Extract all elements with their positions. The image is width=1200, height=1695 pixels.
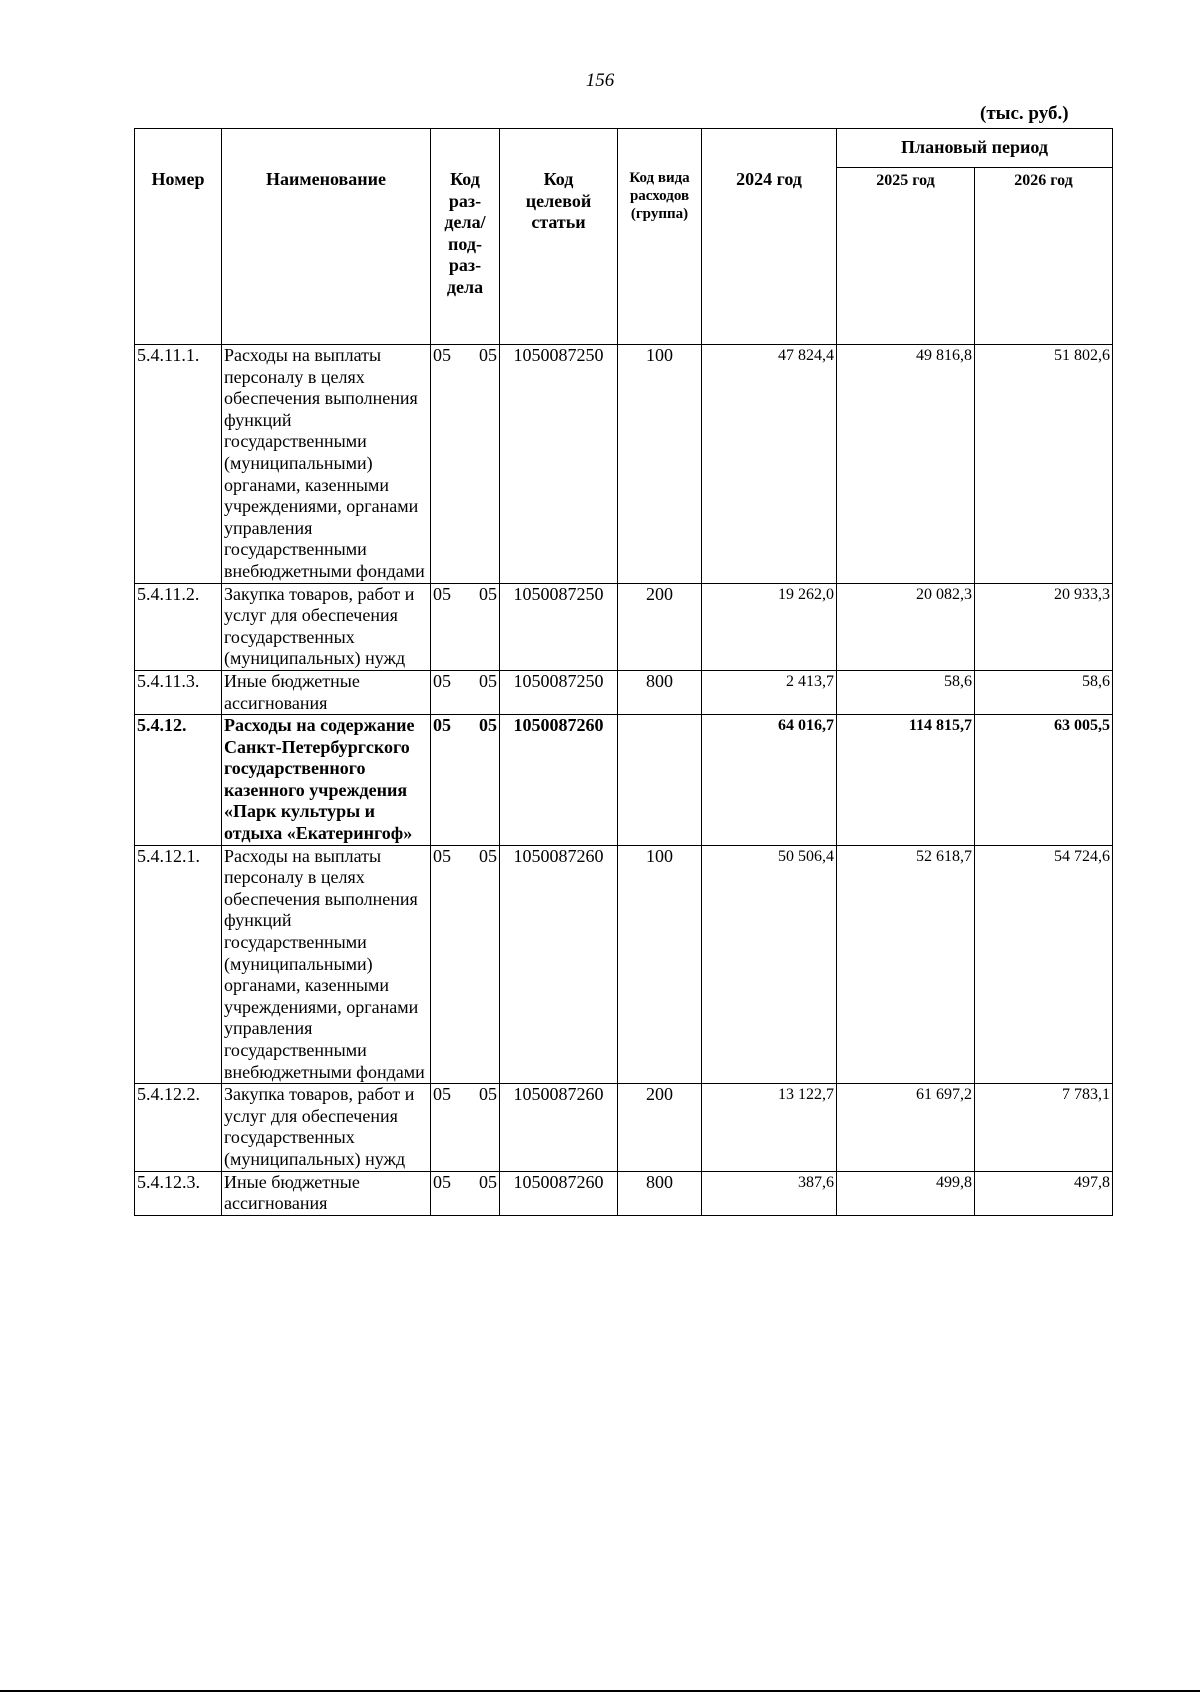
row-group	[618, 715, 702, 846]
row-amount-2026: 20 933,3	[975, 583, 1113, 670]
row-amount-2025: 114 815,7	[837, 715, 975, 846]
row-section	[431, 583, 500, 670]
row-amount-2025: 61 697,2	[837, 1084, 975, 1171]
row-section	[431, 1084, 500, 1171]
header-expense-type: Код вида расходов (группа)	[618, 129, 702, 345]
row-amount-2026: 497,8	[975, 1171, 1113, 1215]
row-section-code: 05	[433, 845, 451, 866]
row-section-code: 05	[433, 345, 451, 365]
row-amount-2024: 47 824,4	[702, 345, 837, 584]
row-number: 5.4.12.1.	[135, 845, 222, 1084]
table-row	[135, 345, 1113, 584]
row-amount-2024: 2 413,7	[702, 670, 837, 714]
page-bottom-rule	[0, 1690, 1200, 1692]
row-section	[431, 670, 500, 714]
row-section-code: 05	[433, 1171, 451, 1192]
row-number: 5.4.11.1.	[135, 345, 222, 584]
row-amount-2026: 63 005,5	[975, 715, 1113, 846]
row-subsection-code: 05	[479, 715, 497, 736]
row-amount-2024: 13 122,7	[702, 1084, 837, 1171]
header-row	[135, 129, 1113, 168]
table-row	[135, 845, 1113, 1084]
row-target: 1050087250	[500, 345, 618, 584]
row-section-code: 05	[433, 583, 451, 604]
header-year-2024: 2024 год	[702, 129, 837, 345]
row-name: Расходы на выплаты персоналу в целях обеспечения выполнения функций государственными (муниципальными) органами, казенными учреждениями, органами управления государственными внебюджетными фондами	[222, 345, 431, 584]
row-number: 5.4.12.2.	[135, 1084, 222, 1171]
header-section	[431, 129, 500, 345]
row-section-code: 05	[433, 1084, 451, 1105]
row-section	[431, 1171, 500, 1215]
units-label: (тыс. руб.)	[980, 103, 1069, 124]
row-name: Иные бюджетные ассигнования	[222, 1171, 431, 1215]
row-target: 1050087250	[500, 583, 618, 670]
header-section-text: Код раз-дела/ под-раз-дела	[444, 169, 486, 297]
header-target	[500, 129, 618, 345]
row-number: 5.4.11.3.	[135, 670, 222, 714]
row-target: 1050087260	[500, 1084, 618, 1171]
page-number: 156	[585, 70, 615, 91]
row-target: 1050087260	[500, 715, 618, 846]
table-row	[135, 583, 1113, 670]
row-amount-2024: 19 262,0	[702, 583, 837, 670]
row-amount-2024: 50 506,4	[702, 845, 837, 1084]
budget-table	[134, 128, 1113, 1216]
row-amount-2026: 51 802,6	[975, 345, 1113, 584]
row-amount-2025: 499,8	[837, 1171, 975, 1215]
row-name: Закупка товаров, работ и услуг для обеспечения государственных (муниципальных) нужд	[222, 583, 431, 670]
header-year-2026: 2026 год	[975, 168, 1113, 345]
table-row	[135, 1084, 1113, 1171]
row-number: 5.4.12.	[135, 715, 222, 846]
row-group: 100	[618, 345, 702, 584]
row-group: 800	[618, 1171, 702, 1215]
row-amount-2025: 58,6	[837, 670, 975, 714]
row-number: 5.4.12.3.	[135, 1171, 222, 1215]
row-group: 800	[618, 670, 702, 714]
row-name: Расходы на выплаты персоналу в целях обеспечения выполнения функций государственными (муниципальными) органами, казенными учреждениями, органами управления государственными внебюджетными фондами	[222, 845, 431, 1084]
header-number: Номер	[135, 129, 222, 345]
row-name: Иные бюджетные ассигнования	[222, 670, 431, 714]
row-target: 1050087260	[500, 845, 618, 1084]
table-row	[135, 670, 1113, 714]
row-amount-2026: 54 724,6	[975, 845, 1113, 1084]
row-amount-2026: 58,6	[975, 670, 1113, 714]
row-amount-2024: 387,6	[702, 1171, 837, 1215]
row-subsection-code: 05	[479, 345, 497, 365]
table-row	[135, 1171, 1113, 1215]
table-row-section-total	[135, 715, 1113, 846]
row-section	[431, 715, 500, 846]
row-amount-2024: 64 016,7	[702, 715, 837, 846]
row-subsection-code: 05	[479, 1084, 497, 1105]
row-group: 200	[618, 1084, 702, 1171]
header-year-2025: 2025 год	[837, 168, 975, 345]
header-planned-period: Плановый период	[837, 129, 1113, 168]
row-subsection-code: 05	[479, 845, 497, 866]
row-section-code: 05	[433, 715, 451, 736]
header-name: Наименование	[222, 129, 431, 345]
row-section	[431, 345, 500, 584]
row-amount-2025: 20 082,3	[837, 583, 975, 670]
row-section	[431, 845, 500, 1084]
row-subsection-code: 05	[479, 670, 497, 691]
row-name: Расходы на содержание Санкт-Петербургского государственного казенного учреждения «Парк культуры и отдыха «Екатерингоф»	[222, 715, 431, 846]
row-group: 100	[618, 845, 702, 1084]
row-target: 1050087260	[500, 1171, 618, 1215]
row-name: Закупка товаров, работ и услуг для обеспечения государственных (муниципальных) нужд	[222, 1084, 431, 1171]
row-amount-2025: 52 618,7	[837, 845, 975, 1084]
row-target: 1050087250	[500, 670, 618, 714]
row-amount-2025: 49 816,8	[837, 345, 975, 584]
row-group: 200	[618, 583, 702, 670]
row-section-code: 05	[433, 670, 451, 691]
header-target-text: Код целевой статьи	[525, 169, 592, 233]
row-subsection-code: 05	[479, 583, 497, 604]
row-amount-2026: 7 783,1	[975, 1084, 1113, 1171]
row-subsection-code: 05	[479, 1171, 497, 1192]
row-number: 5.4.11.2.	[135, 583, 222, 670]
